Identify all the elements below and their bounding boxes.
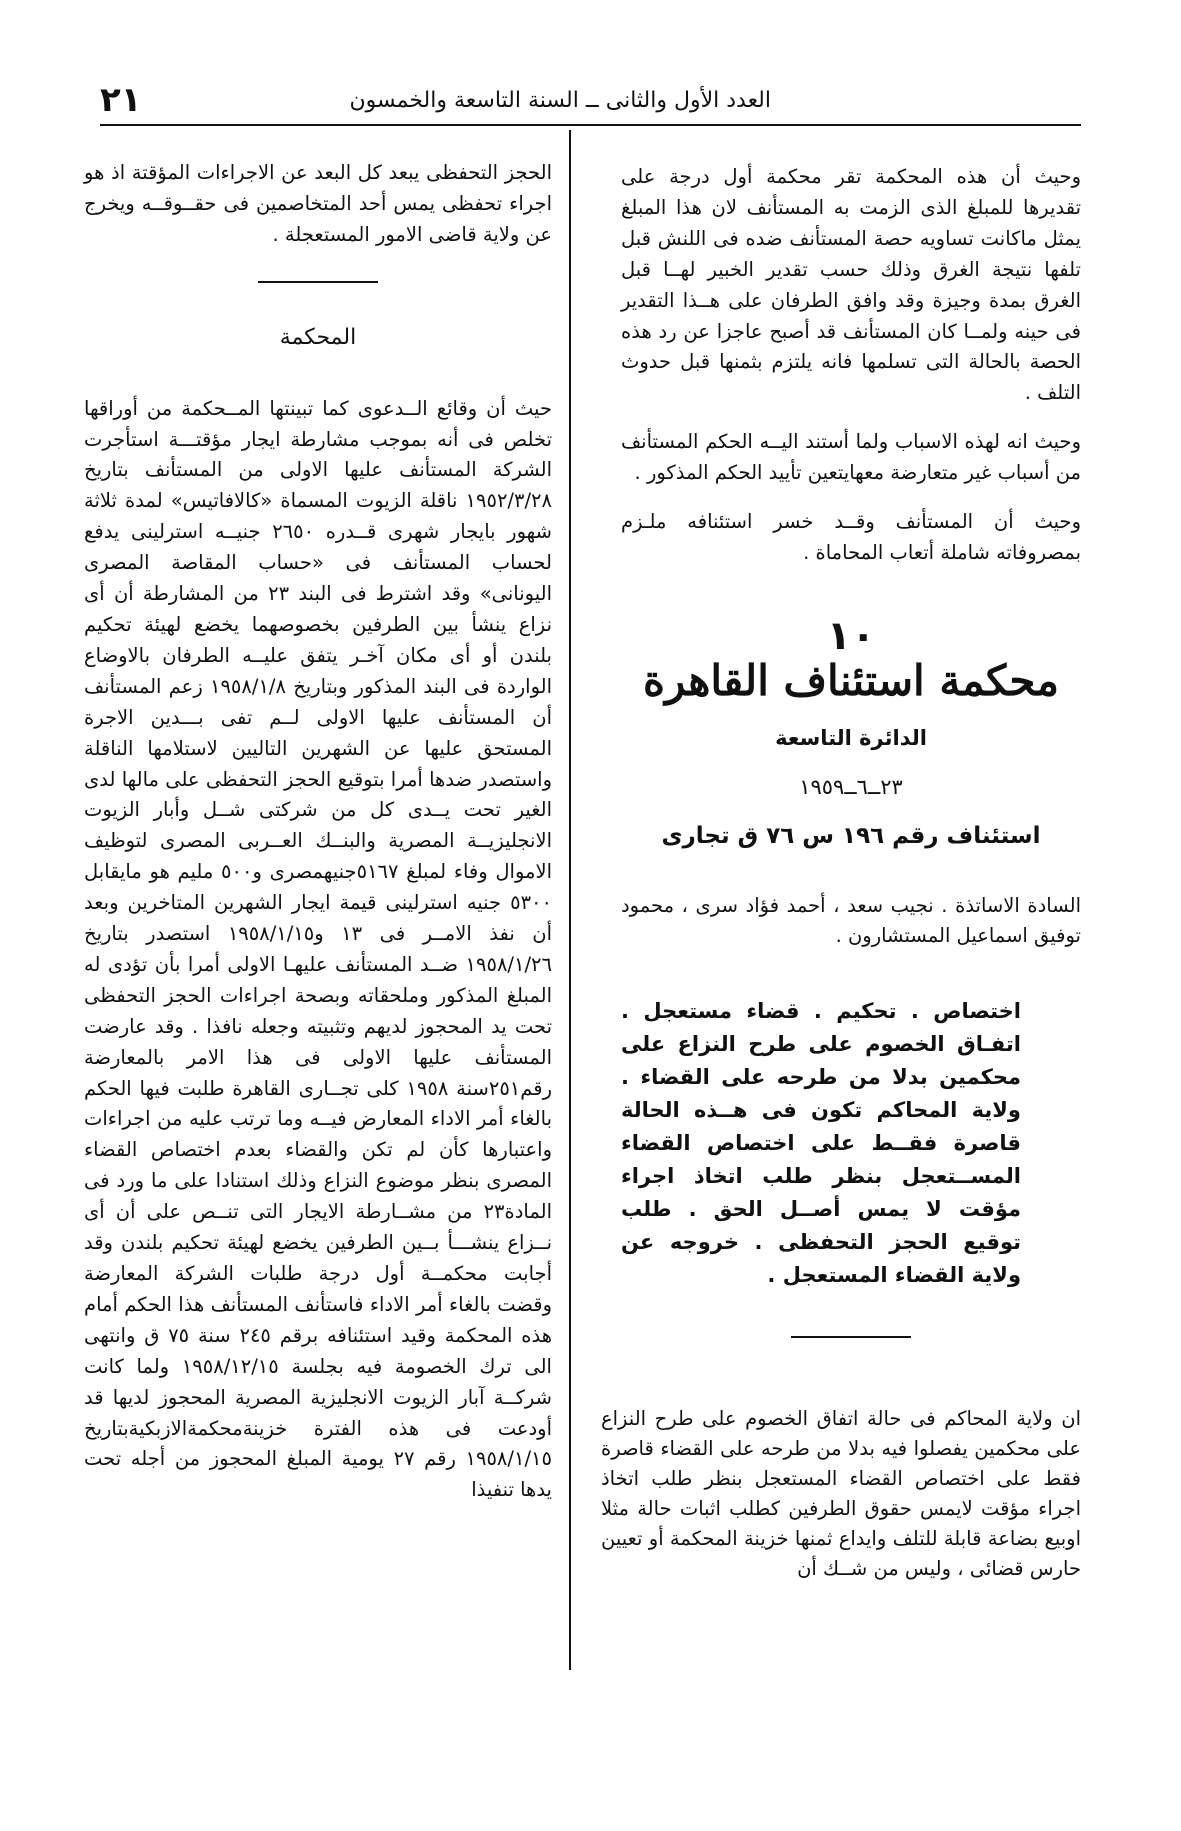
paragraph: حيث أن وقائع الــدعوى كما تبينتها المــحكمة من أوراقها تخلص فى أنه بموجب مشارطة ايجار مؤقتـــة استأجرت الشركة المستأنف عليها الاولى من المستأنف بتاريخ ١٩٥٢/٣/٢٨ ناقلة الزيوت المسماة «كالافاتيس» لمدة ثلاثة شهور بايجار شهرى قــدره ٢٦٥٠ جنيــه استرلينى يدفع لحساب المستأنف فى «حساب المقاصة المصرى اليونانى» وقد اشترط فى البند ٢٣ من المشارطة أن أى نزاع ينشأ بين الطرفين بخصوصهما يخضع لهيئة تحكيم بلندن أو أى مكان آخـر يتفق عليــه الطرفان بالاوضاع الواردة فى البند المذكور وبتاريخ ١٩٥٨/١/٨ زعم المستأنف أن المستأنف عليها الاولى لــم تفى بـــدين الاجرة المستحق عليها عن الشهرين التاليين لاستلامها الناقلة واستصدر ضدها أمرا بتوقيع الحجز التحفظى على مالها لدى الغير تحت يــدى كل من شركتى شــل وأبار الزيوت الانجليزيــة المصرية والبنــك العــربى المصرى لتوظيف الاموال وفاء لمبلغ ٥١٦٧جنيهمصرى و٥٠٠ مليم هو مايقابل ٥٣٠٠ جنيه استرلينى قيمة ايجار الشهرين المتاخرين وبعد أن نفذ الامــر فى ١٣ و١٩٥٨/١/١٥ استصدر بتاريخ ١٩٥٨/١/٢٦ ضــد المستأنف عليهـا الاولى أمرا بأن تؤدى له المبلغ المذكور وملحقاته وبصحة اجراءات الحجز التحفظى تحت يد المحجوز لديهم وتثبيته وجعله نافذا . وقد عارضت المستأنف عليها الاولى فى هذا الامر بالمعارضة رقم٢٥١سنة ١٩٥٨ كلى تجــارى القاهرة طلبت فيها الحكم بالغاء أمر الاداء المعارض فيــه وما ترتب عليه من اجراءات واعتبارها كأن لم تكن والقضاء بعدم اختصاص القضاء المصرى بنظر موضوع النزاع وذلك استنادا على ما ورد فى المادة٢٣ من مشــارطة الايجار التى تنــص على أن أى نــزاع ينشـــأ بــين الطرفين يخضع لهيئة تحكيم بلندن وقد أجابت محكمــة أول درجة طلبات الشركة المعارضة وقضت بالغاء أمر الاداء فاستأنف المستأنف هذا الحكم أمام هذه المحكمة وقيد استئنافه برقم ٢٤٥ سنة ٧٥ ق وانتهى الى ترك الخصومة فيه بجلسة ١٩٥٨/١٢/١٥ ولما كانت شركــة آبار الزيوت الانجليزية المصرية المحجوز لديها قد أودعت فى هذه الفترة خزينةمحكمةالازبكيةبتاريخ ١٩٥٨/١/١٥ رقم ٢٧ يومية المبلغ المحجوز من أجله تحت يدها تنفيذا (84, 396, 553, 1502)
judgment-date: ٢٣ــ٦ــ١٩٥٩ (799, 774, 903, 799)
section-title: المحكمة (279, 324, 357, 350)
paragraph: الحجز التحفظى يبعد كل البعد عن الاجراءات المؤقتة اذ هو اجراء تحفظى يمس أحد المتخاصمين فى حقــوقــه ويخرج عن ولاية قاضى الامور المستعجلة . (84, 161, 552, 246)
running-title: العدد الأول والثانى ــ السنة التاسعة والخمسون (349, 87, 771, 113)
left-column (84, 158, 552, 1524)
appeal-number: استئناف رقم ١٩٦ س ٧٦ ق تجارى (661, 822, 1041, 849)
page-number: ٢١ (100, 80, 142, 120)
paragraph: وحيث انه لهذه الاسباب ولما أستند اليــه الحكم المستأنف من أسباب غير متعارضة معهايتعين تأييد الحكم المذكور . (621, 430, 1081, 485)
court-name: محكمة استئناف القاهرة (643, 655, 1059, 705)
header-rule (100, 124, 1081, 126)
circuit: الدائرة التاسعة (775, 725, 927, 750)
legal-principle: ان ولاية المحاكم فى حالة اتفاق الخصوم على طرح النزاع على محكمين يفصلوا فيه بدلا من طرحه على القضاء قاصرة فقط على اختصاص القضاء المستعجل بنظر طلب اتخاذ اجراء مؤقت لايمس حقوق الطرفين كطلب اثبات حالة مثلا اوبيع بضاعة قابلة للتلف وايداع ثمنها خزينة المحكمة أو تعيين حارس قضائى ، وليس من شــك أن (601, 1407, 1081, 1581)
section-divider (791, 1336, 911, 1338)
section-divider (258, 281, 378, 283)
paragraph: وحيث أن هذه المحكمة تقر محكمة أول درجة على تقديرها للمبلغ الذى الزمت به المستأنف لان هذا المبلغ يمثل ماكانت تساويه حصة المستأنف ضده فى اللنش قبل تلفها نتيجة الغرق وذلك حسب تقدير الخبير لهــا قبل الغرق بمدة وجيزة وقد وافق الطرفان على هــذا التقدير فى حينه ولمــا كان المستأنف قد أصبح عاجزا عن رد هذه الحصة بالحالة التى تسلمها فانه يلتزم بثمنها قبل حدوث التلف . (621, 165, 1081, 405)
judges-list: السادة الاساتذة . نجيب سعد ، أحمد فؤاد سرى ، محمود توفيق اسماعيل المستشارون . (621, 894, 1081, 948)
right-column (601, 162, 1081, 1584)
page-header (100, 78, 1081, 122)
column-divider (569, 130, 571, 1670)
case-number: ١٠ (826, 612, 876, 659)
paragraph: وحيث أن المستأنف وقــد خسر استئنافه ملـزم بمصروفاته شاملة أتعاب المحاماة . (621, 510, 1081, 564)
headnote-keywords: اختصاص . تحكيم . قضاء مستعجل . اتفـاق الخصوم على طرح النزاع على محكمين بدلا من طرحه على القضاء . ولاية المحاكم تكون فى هــذه الحالة قاصرة فقــط على اختصاص القضاء المســتعجل بنظر طلب اتخاذ اجراء مؤقت لا يمس أصــل الحق . طلب توقيع الحجز التحفظى . خروجه عن ولاية القضاء المستعجل . (621, 999, 1021, 1288)
